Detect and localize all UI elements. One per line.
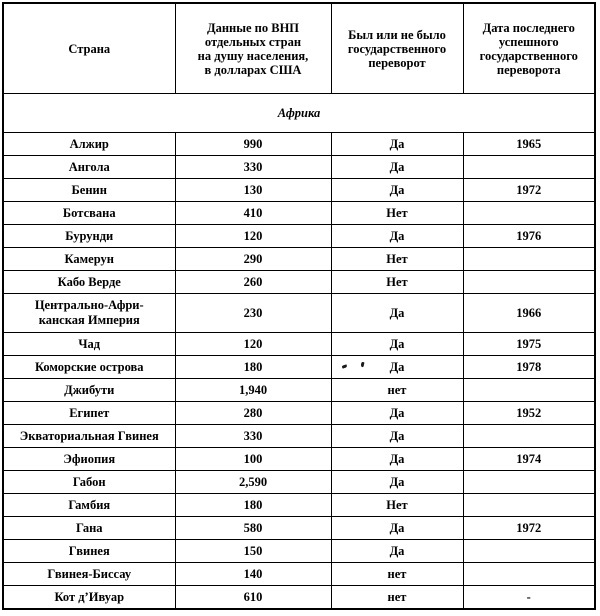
table-row [3, 248, 595, 271]
cell-gnp-per-capita: 140 [175, 563, 331, 586]
column-header-gnp-line-3: на душу населения, [197, 48, 309, 63]
cell-last-coup-date: 1976 [463, 225, 595, 248]
table-row [3, 402, 595, 425]
table-row [3, 356, 595, 379]
cell-gnp-per-capita: 410 [175, 202, 331, 225]
scan-artifact-icon [360, 362, 364, 368]
table-row [3, 202, 595, 225]
cell-gnp-per-capita: 230 [175, 294, 331, 333]
cell-coup-occurred: Нет [331, 494, 463, 517]
table-row [3, 294, 595, 333]
cell-gnp-per-capita: 330 [175, 156, 331, 179]
cell-last-coup-date: 1972 [463, 179, 595, 202]
cell-last-coup-date [463, 494, 595, 517]
cell-country: Джибути [3, 379, 175, 402]
cell-gnp-per-capita: 100 [175, 448, 331, 471]
cell-country: Гамбия [3, 494, 175, 517]
cell-coup-occurred: Да [331, 402, 463, 425]
table-row [3, 448, 595, 471]
cell-gnp-per-capita: 130 [175, 179, 331, 202]
cell-coup-occurred: Да [331, 133, 463, 156]
table-row [3, 133, 595, 156]
cell-gnp-per-capita: 150 [175, 540, 331, 563]
table-row [3, 156, 595, 179]
cell-country: Экваториальная Гвинея [3, 425, 175, 448]
table-row [3, 563, 595, 586]
column-header-coup-line-3: переворот [368, 55, 426, 70]
cell-last-coup-date: 1952 [463, 402, 595, 425]
column-header-gnp-line-2: отдельных стран [204, 34, 302, 49]
scan-artifact-icon [341, 364, 347, 368]
cell-country: Габон [3, 471, 175, 494]
cell-gnp-per-capita: 2,590 [175, 471, 331, 494]
cell-gnp-per-capita: 120 [175, 225, 331, 248]
table-row [3, 271, 595, 294]
cell-last-coup-date [463, 379, 595, 402]
cell-country: Кабо Верде [3, 271, 175, 294]
cell-coup-occurred: Нет [331, 248, 463, 271]
country-coup-table [2, 2, 596, 610]
cell-country: Алжир [3, 133, 175, 156]
cell-last-coup-date: 1978 [463, 356, 595, 379]
cell-coup-occurred: нет [331, 586, 463, 610]
section-title: Африка [3, 94, 595, 133]
cell-country: Чад [3, 333, 175, 356]
column-header-last-coup-date-line-3: государственного [479, 48, 578, 63]
cell-gnp-per-capita: 1,940 [175, 379, 331, 402]
cell-coup-occurred: нет [331, 563, 463, 586]
cell-gnp-per-capita: 330 [175, 425, 331, 448]
cell-country: Гвинея-Биссау [3, 563, 175, 586]
column-header-gnp-line-1: Данные по ВНП [206, 20, 300, 35]
column-header-gnp-line-4: в долларах США [204, 62, 302, 77]
table-row [3, 494, 595, 517]
column-header-coup-line-1: Был или не было [348, 27, 446, 42]
table-row [3, 425, 595, 448]
cell-last-coup-date: 1975 [463, 333, 595, 356]
cell-last-coup-date [463, 202, 595, 225]
cell-coup-occurred [331, 356, 463, 379]
cell-last-coup-date [463, 248, 595, 271]
cell-coup-occurred: Да [331, 294, 463, 333]
table-row [3, 333, 595, 356]
cell-gnp-per-capita: 180 [175, 494, 331, 517]
cell-country: Гвинея [3, 540, 175, 563]
cell-gnp-per-capita: 180 [175, 356, 331, 379]
cell-country: Коморские острова [3, 356, 175, 379]
cell-gnp-per-capita: 280 [175, 402, 331, 425]
cell-coup-occurred: Да [331, 448, 463, 471]
cell-last-coup-date [463, 156, 595, 179]
cell-coup-occurred: Да [331, 179, 463, 202]
cell-last-coup-date [463, 271, 595, 294]
section-row-africa [3, 94, 595, 133]
table-row [3, 540, 595, 563]
cell-country: Ангола [3, 156, 175, 179]
cell-last-coup-date: 1966 [463, 294, 595, 333]
cell-country: Египет [3, 402, 175, 425]
cell-coup-occurred: Да [331, 471, 463, 494]
cell-last-coup-date [463, 563, 595, 586]
cell-last-coup-date: 1965 [463, 133, 595, 156]
cell-gnp-per-capita: 990 [175, 133, 331, 156]
cell-gnp-per-capita: 260 [175, 271, 331, 294]
table-row [3, 586, 595, 610]
cell-country: Гана [3, 517, 175, 540]
table-row [3, 471, 595, 494]
table-row [3, 517, 595, 540]
cell-coup-occurred: Нет [331, 271, 463, 294]
cell-coup-occurred: Нет [331, 202, 463, 225]
cell-last-coup-date [463, 471, 595, 494]
table-row [3, 179, 595, 202]
cell-last-coup-date: 1972 [463, 517, 595, 540]
cell-country: Ботсвана [3, 202, 175, 225]
cell-gnp-per-capita: 290 [175, 248, 331, 271]
column-header-last-coup-date-line-2: успешного [498, 34, 559, 49]
cell-last-coup-date [463, 540, 595, 563]
column-header-country: Страна [3, 3, 175, 94]
column-header-coup [331, 3, 463, 94]
cell-country: Бурунди [3, 225, 175, 248]
column-header-last-coup-date-line-1: Дата последнего [482, 20, 575, 35]
cell-coup-occurred: Да [331, 156, 463, 179]
column-header-last-coup-date-line-4: переворота [496, 62, 561, 77]
cell-coup-occurred: Да [331, 517, 463, 540]
cell-coup-occurred: Да [331, 425, 463, 448]
cell-gnp-per-capita: 580 [175, 517, 331, 540]
cell-coup-occurred: Да [331, 333, 463, 356]
table-row [3, 225, 595, 248]
cell-coup-occurred: Да [331, 540, 463, 563]
column-header-coup-line-2: государственного [347, 41, 447, 56]
cell-last-coup-date: 1974 [463, 448, 595, 471]
cell-gnp-per-capita: 610 [175, 586, 331, 610]
cell-country: Эфиопия [3, 448, 175, 471]
cell-gnp-per-capita: 120 [175, 333, 331, 356]
cell-country: Бенин [3, 179, 175, 202]
column-header-last-coup-date [463, 3, 595, 94]
cell-last-coup-date [463, 425, 595, 448]
cell-coup-occurred: Да [331, 225, 463, 248]
table-row [3, 379, 595, 402]
cell-country-line-1: Центрально-Афри- [34, 297, 144, 312]
cell-coup-occurred-text: Да [389, 360, 405, 374]
cell-country [3, 294, 175, 333]
cell-country-line-2: канская Империя [38, 313, 140, 327]
cell-last-coup-date: - [463, 586, 595, 610]
table-header-row [3, 3, 595, 94]
column-header-gnp [175, 3, 331, 94]
cell-country: Кот д’Ивуар [3, 586, 175, 610]
cell-country: Камерун [3, 248, 175, 271]
cell-coup-occurred: нет [331, 379, 463, 402]
